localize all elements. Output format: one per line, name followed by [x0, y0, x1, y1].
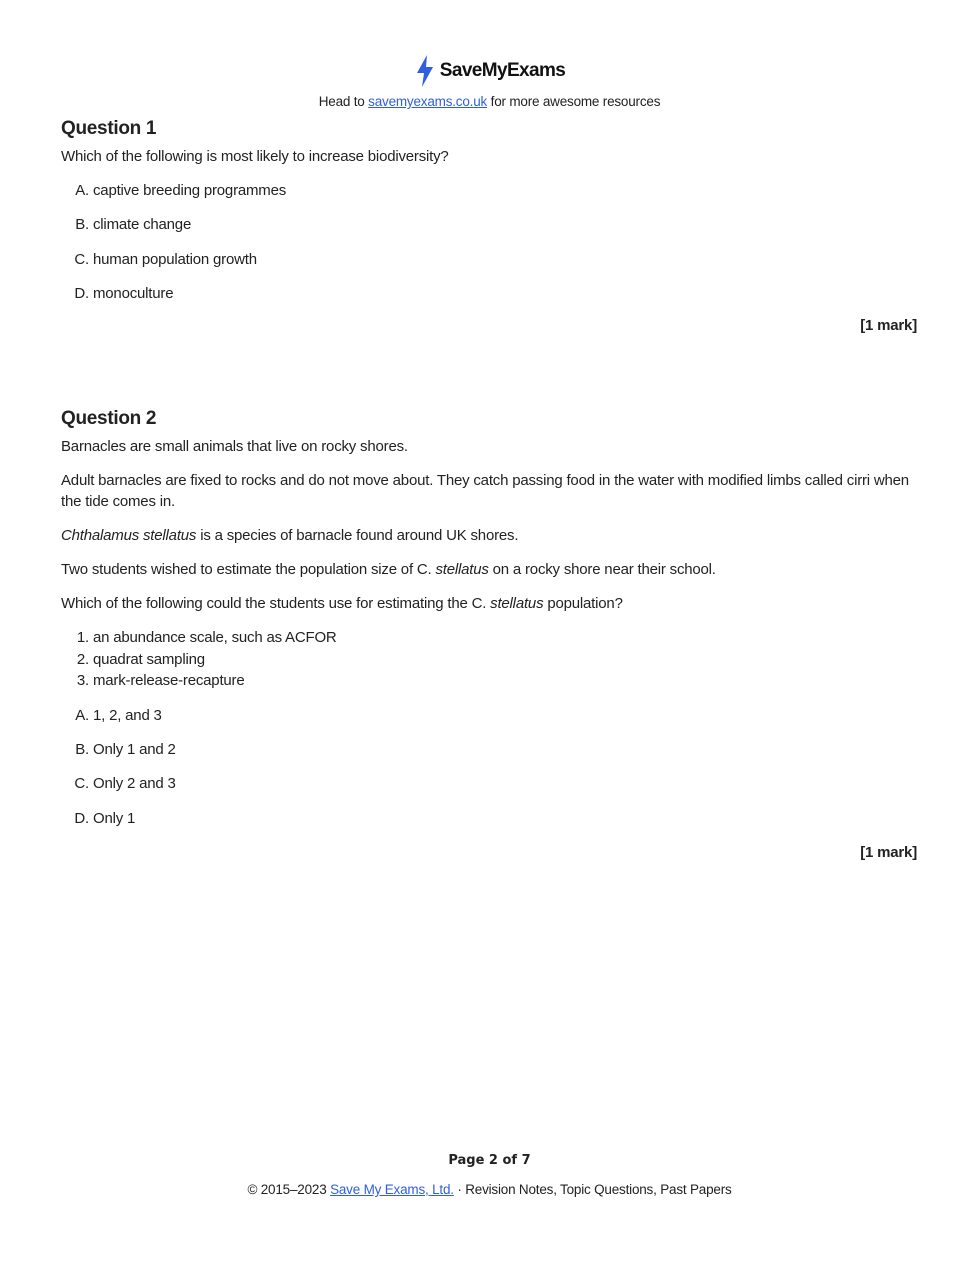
tagline-prefix: Head to [318, 94, 365, 109]
option-letter: A. [75, 706, 89, 724]
copyright-prefix: © 2015–2023 [247, 1182, 331, 1197]
species-name: stellatus [435, 561, 489, 578]
paragraph-text: Which of the following could the students use for estimating the C. [61, 595, 491, 612]
question-paragraph: Barnacles are small animals that live on rocky shores. [61, 438, 408, 455]
answer-options [61, 705, 917, 829]
paragraph-text: population? [543, 595, 623, 612]
lightning-bolt-icon [414, 55, 436, 87]
paragraph-text: is a species of barnacle found around UK shores. [196, 527, 519, 544]
option-text: 1, 2, and 3 [93, 706, 162, 724]
list-text: quadrat sampling [93, 650, 205, 668]
mark-allocation: [1 mark] [860, 844, 917, 861]
option-text: captive breeding programmes [93, 182, 287, 199]
method-list [61, 627, 917, 692]
list-item [61, 649, 917, 671]
tagline-suffix: for more awesome resources [490, 94, 661, 109]
question-paragraph [61, 525, 917, 546]
question-paragraph [61, 559, 917, 580]
list-number: 3. [76, 672, 89, 689]
savemyexams-link[interactable]: savemyexams.co.uk [368, 94, 488, 109]
question-1 [61, 118, 917, 340]
question-paragraph: Adult barnacles are fixed to rocks and do not move about. They catch passing food in the water with modified limbs called cirri when the tide comes in. [61, 472, 909, 510]
brand-name: SaveMyExams [439, 60, 566, 81]
option-b[interactable] [61, 214, 917, 235]
option-d[interactable] [61, 808, 917, 829]
option-letter: C. [74, 250, 89, 268]
option-text: Only 2 and 3 [93, 775, 176, 793]
question-2 [61, 408, 917, 868]
list-item [61, 670, 917, 692]
option-d[interactable] [61, 283, 917, 304]
question-title: Question 2 [61, 408, 157, 429]
option-letter: A. [75, 182, 89, 199]
answer-options [61, 180, 917, 304]
mark-allocation: [1 mark] [860, 317, 917, 334]
list-number: 2. [76, 650, 89, 668]
page-number: Page 2 of 7 [448, 1153, 531, 1168]
list-number: 1. [76, 629, 89, 646]
option-letter: D. [74, 285, 89, 303]
header-tagline [0, 94, 979, 109]
option-a[interactable] [61, 705, 917, 726]
company-link[interactable]: Save My Exams, Ltd. [330, 1182, 454, 1197]
option-c[interactable] [61, 249, 917, 270]
paragraph-text: Two students wished to estimate the population size of C. [61, 561, 436, 578]
page-header [0, 54, 979, 109]
copyright-line [0, 1182, 979, 1197]
option-text: Only 1 [93, 809, 136, 827]
list-item [61, 627, 917, 649]
question-title: Question 1 [61, 118, 157, 139]
species-name: stellatus [490, 595, 544, 612]
copyright-suffix: · Revision Notes, Topic Questions, Past Papers [453, 1182, 732, 1197]
species-name: Chthalamus stellatus [61, 527, 197, 544]
brand-logo[interactable] [414, 54, 565, 88]
option-a[interactable] [61, 180, 917, 201]
option-text: monoculture [93, 285, 174, 303]
paragraph-text: on a rocky shore near their school. [488, 561, 716, 578]
option-text: climate change [93, 216, 192, 234]
question-prompt [61, 593, 917, 614]
option-letter: B. [75, 216, 89, 234]
option-text: Only 1 and 2 [93, 740, 176, 758]
option-c[interactable] [61, 773, 917, 794]
option-letter: D. [74, 809, 89, 827]
question-prompt: Which of the following is most likely to increase biodiversity? [61, 148, 449, 165]
option-b[interactable] [61, 739, 917, 760]
list-text: an abundance scale, such as ACFOR [93, 629, 337, 646]
option-letter: C. [74, 775, 89, 793]
option-letter: B. [75, 740, 89, 758]
option-text: human population growth [93, 250, 257, 268]
list-text: mark-release-recapture [93, 672, 245, 689]
